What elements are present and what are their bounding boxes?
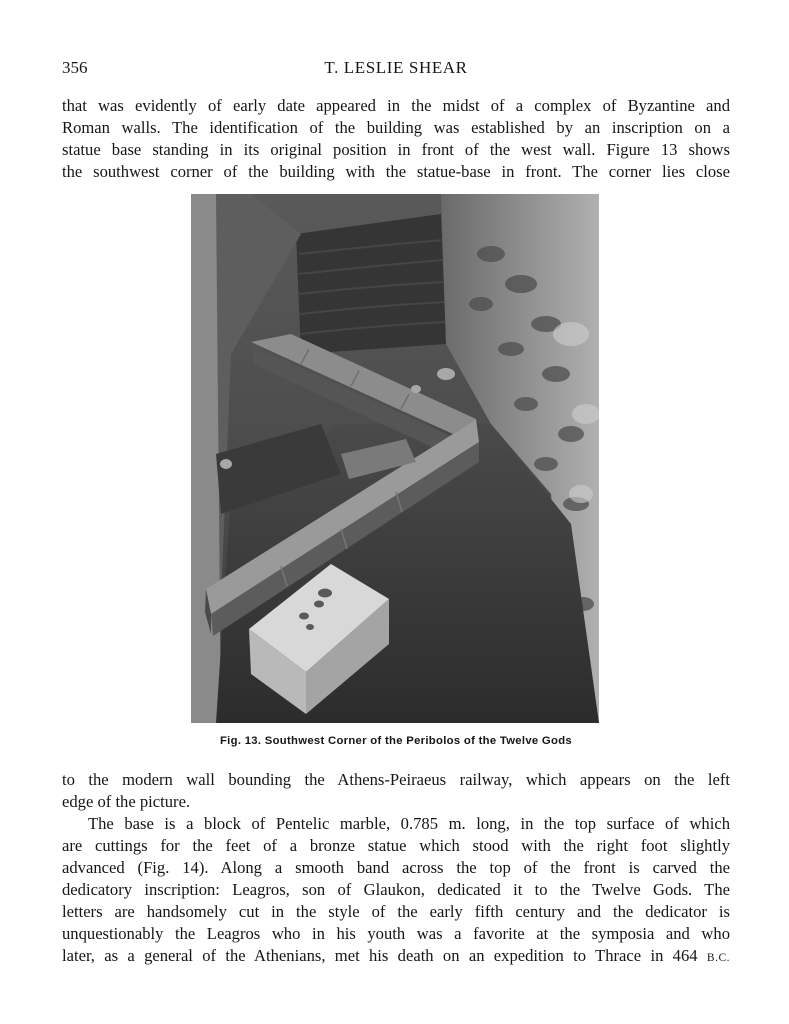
figure-caption: Fig. 13. Southwest Corner of the Peribolos of the Twelve Gods <box>219 735 572 747</box>
page-number: 356 <box>62 58 88 77</box>
text-line: to the modern wall bounding the Athens-Peiraeus railway, which appears on the left <box>62 770 730 789</box>
text-line: letters are handsomely cut in the style of the early fifth century and the dedicator is <box>62 902 730 921</box>
era-abbreviation: B.C. <box>706 952 730 964</box>
text-line: edge of the picture. <box>62 792 191 811</box>
text-line: advanced (Fig. 14). Along a smooth band across the top of the front is carved the <box>62 858 730 877</box>
figure-photograph <box>191 194 599 723</box>
text-line: unquestionably the Leagros who in his youth was a favorite at the symposia and who <box>62 924 730 943</box>
paragraph-base <box>62 813 730 969</box>
running-title: T. LESLIE SHEAR <box>324 58 468 77</box>
text-line: statue base standing in its original position in front of the west wall. Figure 13 shows <box>62 140 730 159</box>
text-line-final-body: later, as a general of the Athenians, met his death on an expedition to Thrace in 464 <box>62 946 698 965</box>
text-line: dedicatory inscription: Leagros, son of Glaukon, dedicated it to the Twelve Gods. The <box>62 880 730 899</box>
text-line-final <box>62 945 730 969</box>
text-line: the southwest corner of the building with the statue-base in front. The corner lies close <box>62 162 730 181</box>
paragraph-intro <box>62 95 730 183</box>
page-header <box>62 58 730 82</box>
text-line: that was evidently of early date appeared in the midst of a complex of Byzantine and <box>62 96 730 115</box>
text-line: are cuttings for the feet of a bronze statue which stood with the right foot slightly <box>62 836 730 855</box>
paragraph-continued <box>62 769 730 813</box>
text-line: Roman walls. The identification of the building was established by an inscription on a <box>62 118 730 137</box>
text-line: The base is a block of Pentelic marble, 0.785 m. long, in the top surface of which <box>88 814 730 833</box>
excavation-photo <box>191 194 599 723</box>
